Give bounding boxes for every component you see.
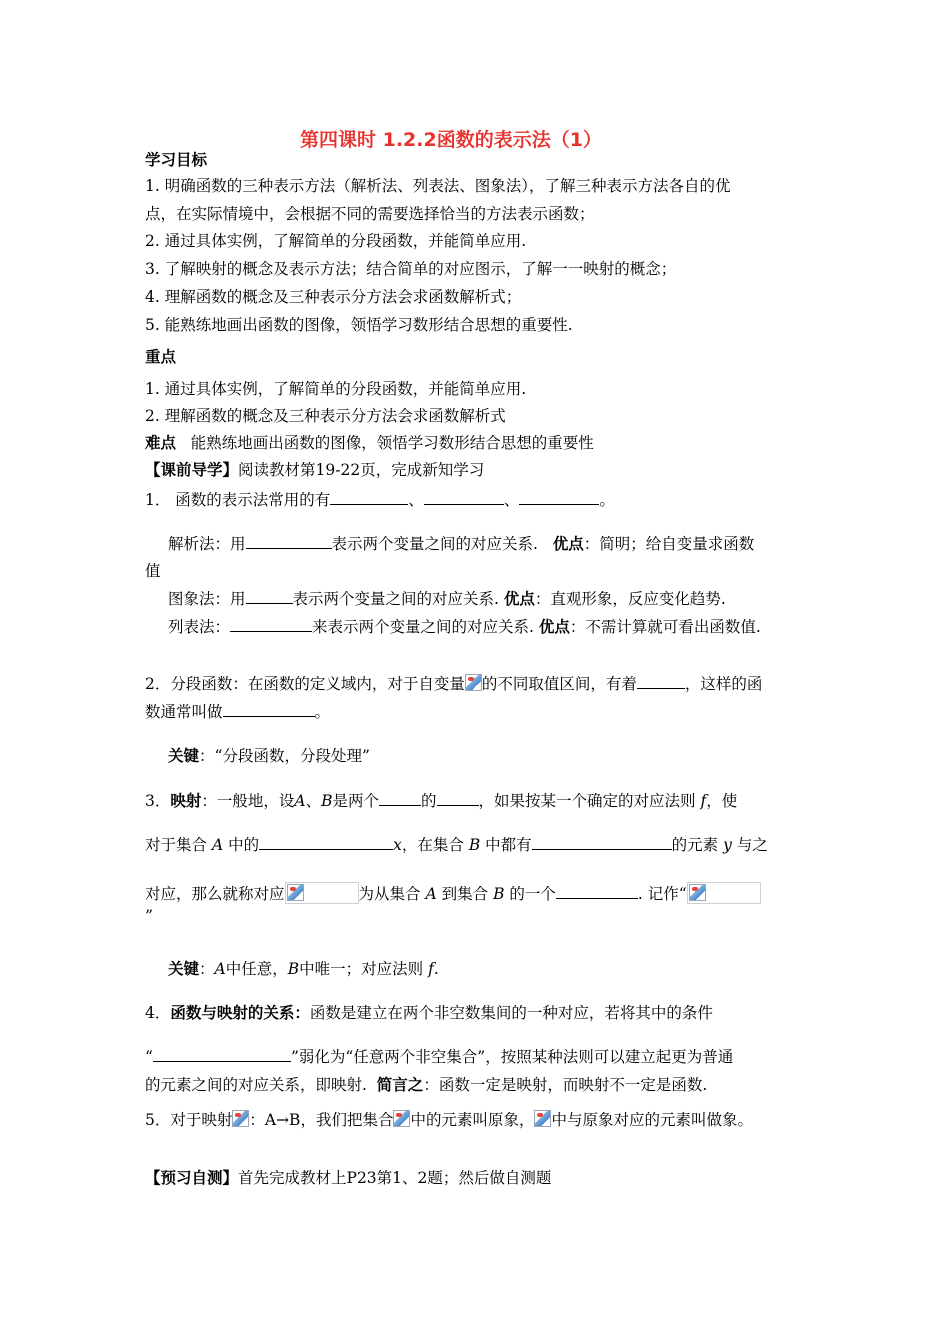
q3-key-line [168, 959, 439, 979]
broken-image-icon [465, 674, 482, 691]
broken-image-icon [232, 1110, 249, 1127]
key-text: 中任意， [225, 960, 288, 978]
broken-image-icon [287, 884, 304, 901]
advantage-label: 优点 [538, 618, 570, 636]
key-label: 关键 [168, 960, 200, 978]
goals-heading: 学习目标 [145, 151, 208, 169]
key-text: ： [199, 960, 215, 978]
analytic-text: 表示两个变量之间的对应关系. [331, 535, 538, 553]
q4-text: ：函数一定是映射，而映射不一定是函数. [423, 1076, 708, 1094]
preview-text: 阅读教材第19-22页，完成新知学习 [238, 461, 485, 479]
period: 。 [314, 703, 331, 721]
rule-f: f [700, 792, 707, 810]
formula-image-placeholder [285, 882, 359, 904]
mapping-label: 映射 [170, 792, 202, 810]
answer-blank[interactable] [153, 1047, 291, 1062]
answer-blank[interactable] [424, 490, 504, 505]
q3-line [145, 882, 761, 904]
analytic-advantage: ：简明；给自变量求函数 [583, 535, 755, 553]
self-test-text: 首先完成教材上P23第1、2题；然后做自测题 [238, 1169, 552, 1187]
q3-text: 中的 [228, 836, 260, 854]
q4-line [145, 1047, 733, 1067]
q3-text: 为从集合 [358, 885, 421, 903]
set-b: B [321, 792, 333, 810]
q3-text: 是两个 [332, 792, 380, 810]
rule-f: f [428, 960, 434, 978]
formula-image-placeholder [687, 882, 761, 904]
q3-text: 到集合 [441, 885, 489, 903]
graph-advantage: ：直观形象，反应变化趋势. [534, 590, 726, 608]
q2-line [145, 674, 762, 694]
answer-blank[interactable] [379, 791, 421, 806]
q3-text: ：一般地，设 [201, 792, 295, 810]
answer-blank[interactable] [532, 835, 672, 850]
q3-line [145, 791, 737, 811]
broken-image-icon [393, 1110, 410, 1127]
function-mapping-label: 函数与映射的关系： [170, 1004, 310, 1022]
q3-text: ，在集合 [401, 836, 464, 854]
answer-blank[interactable] [246, 534, 332, 549]
key-point-item: 1. 通过具体实例，了解简单的分段函数，并能简单应用. [145, 380, 527, 398]
separator: 、 [408, 491, 424, 509]
q3-number: 3． [145, 792, 171, 810]
key-text: . [433, 960, 439, 978]
set-a: A [294, 792, 306, 810]
q4-text: 的元素之间的对应关系，即映射. [145, 1076, 367, 1094]
goal-item: 5. 能熟练地画出函数的图像，领悟学习数形结合思想的重要性. [145, 316, 573, 334]
answer-blank[interactable] [519, 490, 599, 505]
answer-blank[interactable] [637, 674, 685, 689]
key-point-item: 2. 理解函数的概念及三种表示分方法会求函数解析式 [145, 407, 506, 425]
answer-blank[interactable] [230, 617, 312, 632]
answer-blank[interactable] [259, 835, 393, 850]
separator: 、 [305, 792, 322, 810]
q3-text: 中都有 [485, 836, 532, 854]
analytic-line [168, 534, 754, 554]
q5-line [145, 1110, 753, 1130]
difficulty-line [145, 433, 594, 453]
q3-text: 对于集合 [145, 836, 208, 854]
q2-key-line [168, 746, 370, 766]
goal-item: 点，在实际情境中，会根据不同的需要选择恰当的方法表示函数； [145, 205, 595, 223]
preview-line [145, 460, 484, 480]
analytic-text: 解析法：用 [168, 535, 246, 553]
q5-text: ：A→B，我们把集合 [249, 1111, 394, 1129]
answer-blank[interactable] [246, 589, 293, 604]
period: 。 [599, 491, 615, 509]
q2-text: 的不同取值区间，有着 [481, 675, 637, 693]
q2-text: 数通常叫做 [145, 703, 223, 721]
goal-item: 3. 了解映射的概念及表示方法；结合简单的对应图示，了解一一映射的概念； [145, 260, 677, 278]
q3-text: ，使 [706, 792, 738, 810]
separator: 、 [503, 491, 520, 509]
key-text: ：“分段函数，分段处理” [199, 747, 370, 765]
goal-item: 2. 通过具体实例，了解简单的分段函数，并能简单应用. [145, 232, 527, 250]
key-text: 中唯一；对应法则 [299, 960, 424, 978]
q4-line [145, 1003, 713, 1023]
analytic-wrap: 值 [145, 562, 161, 580]
q5-text: 5．对于映射 [145, 1111, 233, 1129]
q1-line [145, 490, 615, 510]
set-a: A [425, 885, 437, 903]
q4-number: 4． [145, 1004, 171, 1022]
table-line [168, 617, 761, 637]
page-title: 第四课时 1.2.2函数的表示法（1） [300, 129, 602, 151]
q5-text: 中的元素叫原象， [410, 1111, 535, 1129]
q1-text: 1． 函数的表示法常用的有 [145, 491, 331, 509]
advantage-label: 优点 [503, 590, 535, 608]
broken-image-icon [689, 884, 706, 901]
q3-text: ，如果按某一个确定的对应法则 [478, 792, 696, 810]
difficulty-text: 能熟练地画出函数的图像，领悟学习数形结合思想的重要性 [190, 434, 594, 452]
set-a: A [211, 836, 224, 854]
answer-blank[interactable] [556, 884, 638, 899]
q3-close-quote: ” [145, 907, 153, 925]
q3-text: 对应，那么就称对应 [145, 885, 285, 903]
q4-text: ”弱化为“任意两个非空集合”，按照某种法则可以建立起更为普通 [290, 1048, 734, 1066]
q5-text: 中与原象对应的元素叫做象。 [551, 1111, 753, 1129]
preview-label: 【课前导学】 [145, 461, 239, 479]
set-a: A [214, 960, 226, 978]
advantage-label: 优点 [552, 535, 584, 553]
set-b: B [468, 836, 481, 854]
answer-blank[interactable] [437, 791, 479, 806]
q4-text: 函数是建立在两个非空数集间的一种对应，若将其中的条件 [309, 1004, 713, 1022]
key-points-heading: 重点 [145, 348, 177, 366]
table-advantage: ：不需计算就可看出函数值. [569, 618, 761, 636]
answer-blank[interactable] [223, 702, 315, 717]
element-x: x [393, 836, 402, 854]
graph-text: 图象法：用 [168, 590, 246, 608]
set-b: B [493, 885, 505, 903]
q4-text: “ [145, 1048, 153, 1066]
answer-blank[interactable] [330, 490, 408, 505]
table-text: 列表法： [168, 618, 231, 636]
q4-line [145, 1075, 707, 1095]
q3-text: 的 [421, 792, 437, 810]
q3-text: . 记作“ [637, 885, 687, 903]
table-text: 来表示两个变量之间的对应关系. [312, 618, 534, 636]
q2-text: ，这样的函 [684, 675, 763, 693]
difficulty-label: 难点 [145, 434, 177, 452]
q2-text: 2．分段函数：在函数的定义域内，对于自变量 [145, 675, 465, 693]
q3-text: 与之 [736, 836, 768, 854]
graph-line [168, 589, 726, 609]
q3-text: 的一个 [509, 885, 556, 903]
q3-line [145, 835, 768, 855]
goal-item: 1. 明确函数的三种表示方法（解析法、列表法、图象法），了解三种表示方法各自的优 [145, 177, 731, 195]
set-b: B [287, 960, 300, 978]
element-y: y [723, 836, 732, 854]
broken-image-icon [534, 1110, 551, 1127]
goal-item: 4. 理解函数的概念及三种表示分方法会求函数解析式； [145, 288, 522, 306]
q2-line [145, 702, 330, 722]
key-label: 关键 [168, 747, 200, 765]
graph-text: 表示两个变量之间的对应关系. [292, 590, 499, 608]
self-test-line [145, 1168, 551, 1188]
brief-label: 简言之 [376, 1076, 424, 1094]
self-test-label: 【预习自测】 [145, 1169, 239, 1187]
q3-text: 的元素 [671, 836, 719, 854]
